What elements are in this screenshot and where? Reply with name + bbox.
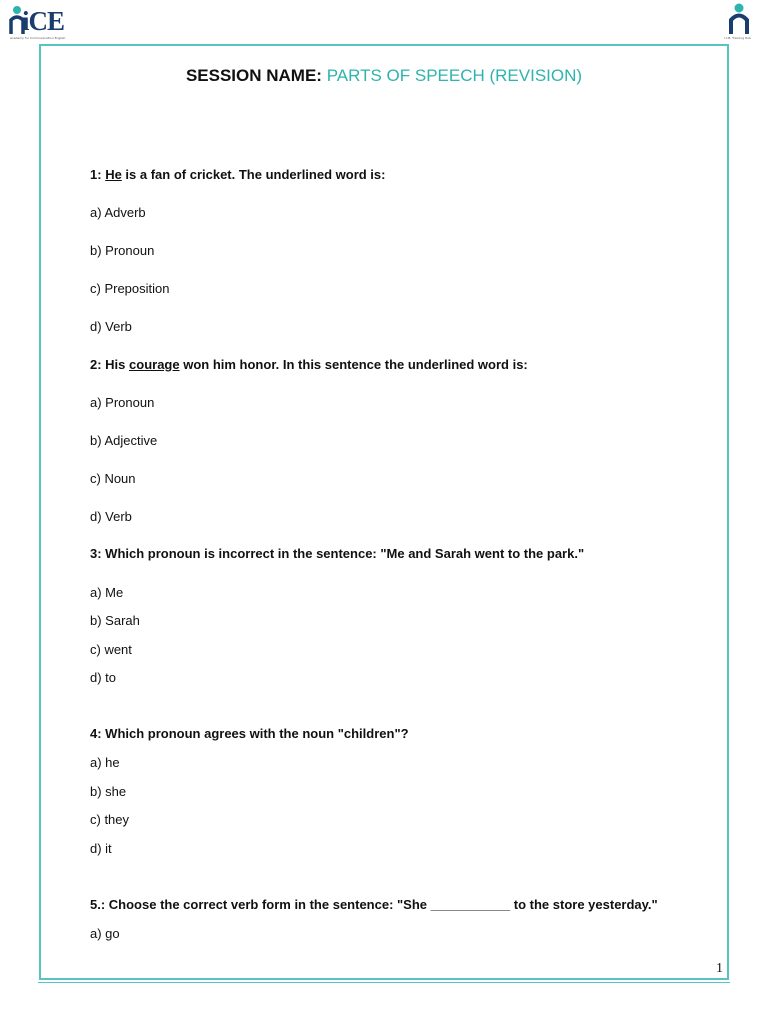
question-3-option-b: b) Sarah [90, 613, 140, 628]
question-2 [90, 357, 528, 372]
session-title-prefix: SESSION NAME: [185, 66, 322, 85]
ice-logo [8, 2, 70, 42]
question-5: 5.: Choose the correct verb form in the sentence: "She ___________ to the store yesterday." [90, 897, 658, 912]
right-logo [720, 2, 758, 42]
ice-logo-word: iCE [22, 6, 65, 36]
question-1-text: is a fan of cricket. The underlined word is: [121, 167, 386, 182]
right-logo-tagline: I.I.M. Training Hub [724, 36, 752, 40]
question-4-option-b: b) she [90, 784, 127, 799]
question-4: 4: Which pronoun agrees with the noun "children"? [90, 726, 409, 741]
question-4-option-d: d) it [90, 841, 112, 856]
question-4-option-a: a) he [90, 755, 120, 770]
question-5-option-a: a) go [90, 926, 120, 941]
session-title-name: PARTS OF SPEECH (REVISION) [326, 66, 583, 85]
person-logo-icon [724, 2, 754, 36]
question-1-option-b: b) Pronoun [90, 243, 155, 258]
question-1-number: 1: [90, 167, 102, 182]
question-3: 3: Which pronoun is incorrect in the sentence: "Me and Sarah went to the park." [90, 546, 585, 561]
question-2-option-d: d) Verb [90, 509, 132, 524]
question-2-option-a: a) Pronoun [90, 395, 155, 410]
question-1-option-d: d) Verb [90, 319, 132, 334]
question-3-option-a: a) Me [90, 585, 124, 600]
question-1-underlined-word: He [105, 167, 122, 182]
question-2-option-b: b) Adjective [90, 433, 158, 448]
question-1-option-a: a) Adverb [90, 205, 146, 220]
question-4-option-c: c) they [90, 812, 130, 827]
question-1-option-c: c) Preposition [90, 281, 170, 296]
question-2-underlined-word: courage [129, 357, 180, 372]
question-2-number: 2: His [90, 357, 126, 372]
session-title [0, 66, 768, 86]
question-3-option-d: d) to [90, 670, 117, 685]
question-2-text: won him honor. In this sentence the underlined word is: [179, 357, 528, 372]
page-border [39, 44, 729, 980]
question-2-option-c: c) Noun [90, 471, 136, 486]
ice-logo-tagline: Academy for Communication English [10, 36, 66, 40]
question-3-option-c: c) went [90, 642, 132, 657]
page-number: 1 [716, 961, 723, 976]
question-1 [90, 167, 385, 182]
